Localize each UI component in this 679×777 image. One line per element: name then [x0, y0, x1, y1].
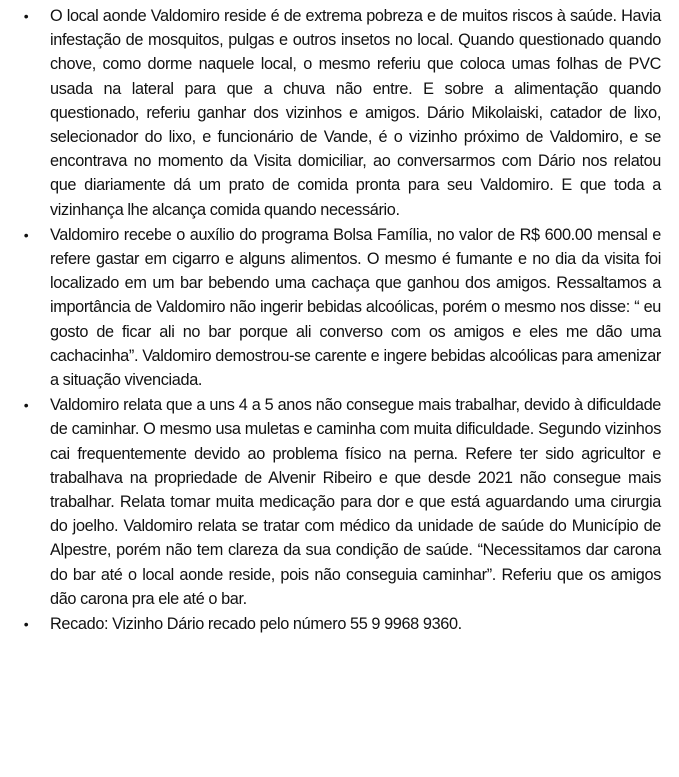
- bullet-icon: •: [23, 226, 29, 243]
- list-item-contact-message: [0, 612, 679, 636]
- list-item-income-habits: [0, 223, 679, 392]
- paragraph-text: Valdomiro relata que a uns 4 a 5 anos não consegue mais trabalhar, devido à dificuldade de caminhar. O mesmo usa muletas e caminha com muita dificuldade. Segundo vizinhos cai frequentemente devido ao problema físico na perna. Refere ter sido agricultor e trabalhava na propriedade de Alvenir Ribeiro e que desde 2021 não consegue mais trabalhar. Relata tomar muita medicação para dor e que está aguardando uma cirurgia do joelho. Valdomiro relata se tratar com médico da unidade de saúde do Município de Alpestre, porém não tem clareza da sua condição de saúde. “Necessitamos dar carona do bar até o local aonde reside, pois não conseguia caminhar”. Referiu que os amigos dão carona pra ele até o bar.: [50, 396, 661, 608]
- paragraph-text: Recado: Vizinho Dário recado pelo número 55 9 9968 9360.: [50, 615, 462, 634]
- document-page: [0, 4, 679, 637]
- list-item-living-conditions: [0, 4, 679, 222]
- bullet-icon: •: [23, 616, 29, 633]
- list-item-health-mobility: [0, 393, 679, 611]
- bullet-icon: •: [23, 8, 29, 24]
- bullet-icon: •: [23, 397, 29, 414]
- paragraph-text: O local aonde Valdomiro reside é de extrema pobreza e de muitos riscos à saúde. Havia infestação de mosquitos, pulgas e outros insetos no local. Quando questionado quando chove, como dorme naquele local, o mesmo referiu que coloca umas folhas de PVC usada na lateral para que a chuva não entre. E sobre a alimentação quando questionado, referiu ganhar dos vizinhos e amigos. Dário Mikolaiski, catador de lixo, selecionador do lixo, e funcionário de Vande, é o vizinho próximo de Valdomiro, e se encontrava no momento da Visita domiciliar, ao conversarmos com Dário nos relatou que diariamente dá um prato de comida pronta para seu Valdomiro. E que toda a vizinhança lhe alcança comida quando necessário.: [50, 7, 661, 219]
- paragraph-text: Valdomiro recebe o auxílio do programa Bolsa Família, no valor de R$ 600.00 mensal e refere gastar em cigarro e alguns alimentos. O mesmo é fumante e no dia da visita foi localizado em um bar bebendo uma cachaça que ganhou dos amigos. Ressaltamos a importância de Valdomiro não ingerir bebidas alcoólicas, porém o mesmo nos disse: “ eu gosto de ficar ali no bar porque ali converso com os amigos e eles me dão uma cachacinha”. Valdomiro demostrou-se carente e ingere bebidas alcoólicas para amenizar a situação vivenciada.: [50, 225, 661, 390]
- bullet-list: [0, 4, 679, 636]
